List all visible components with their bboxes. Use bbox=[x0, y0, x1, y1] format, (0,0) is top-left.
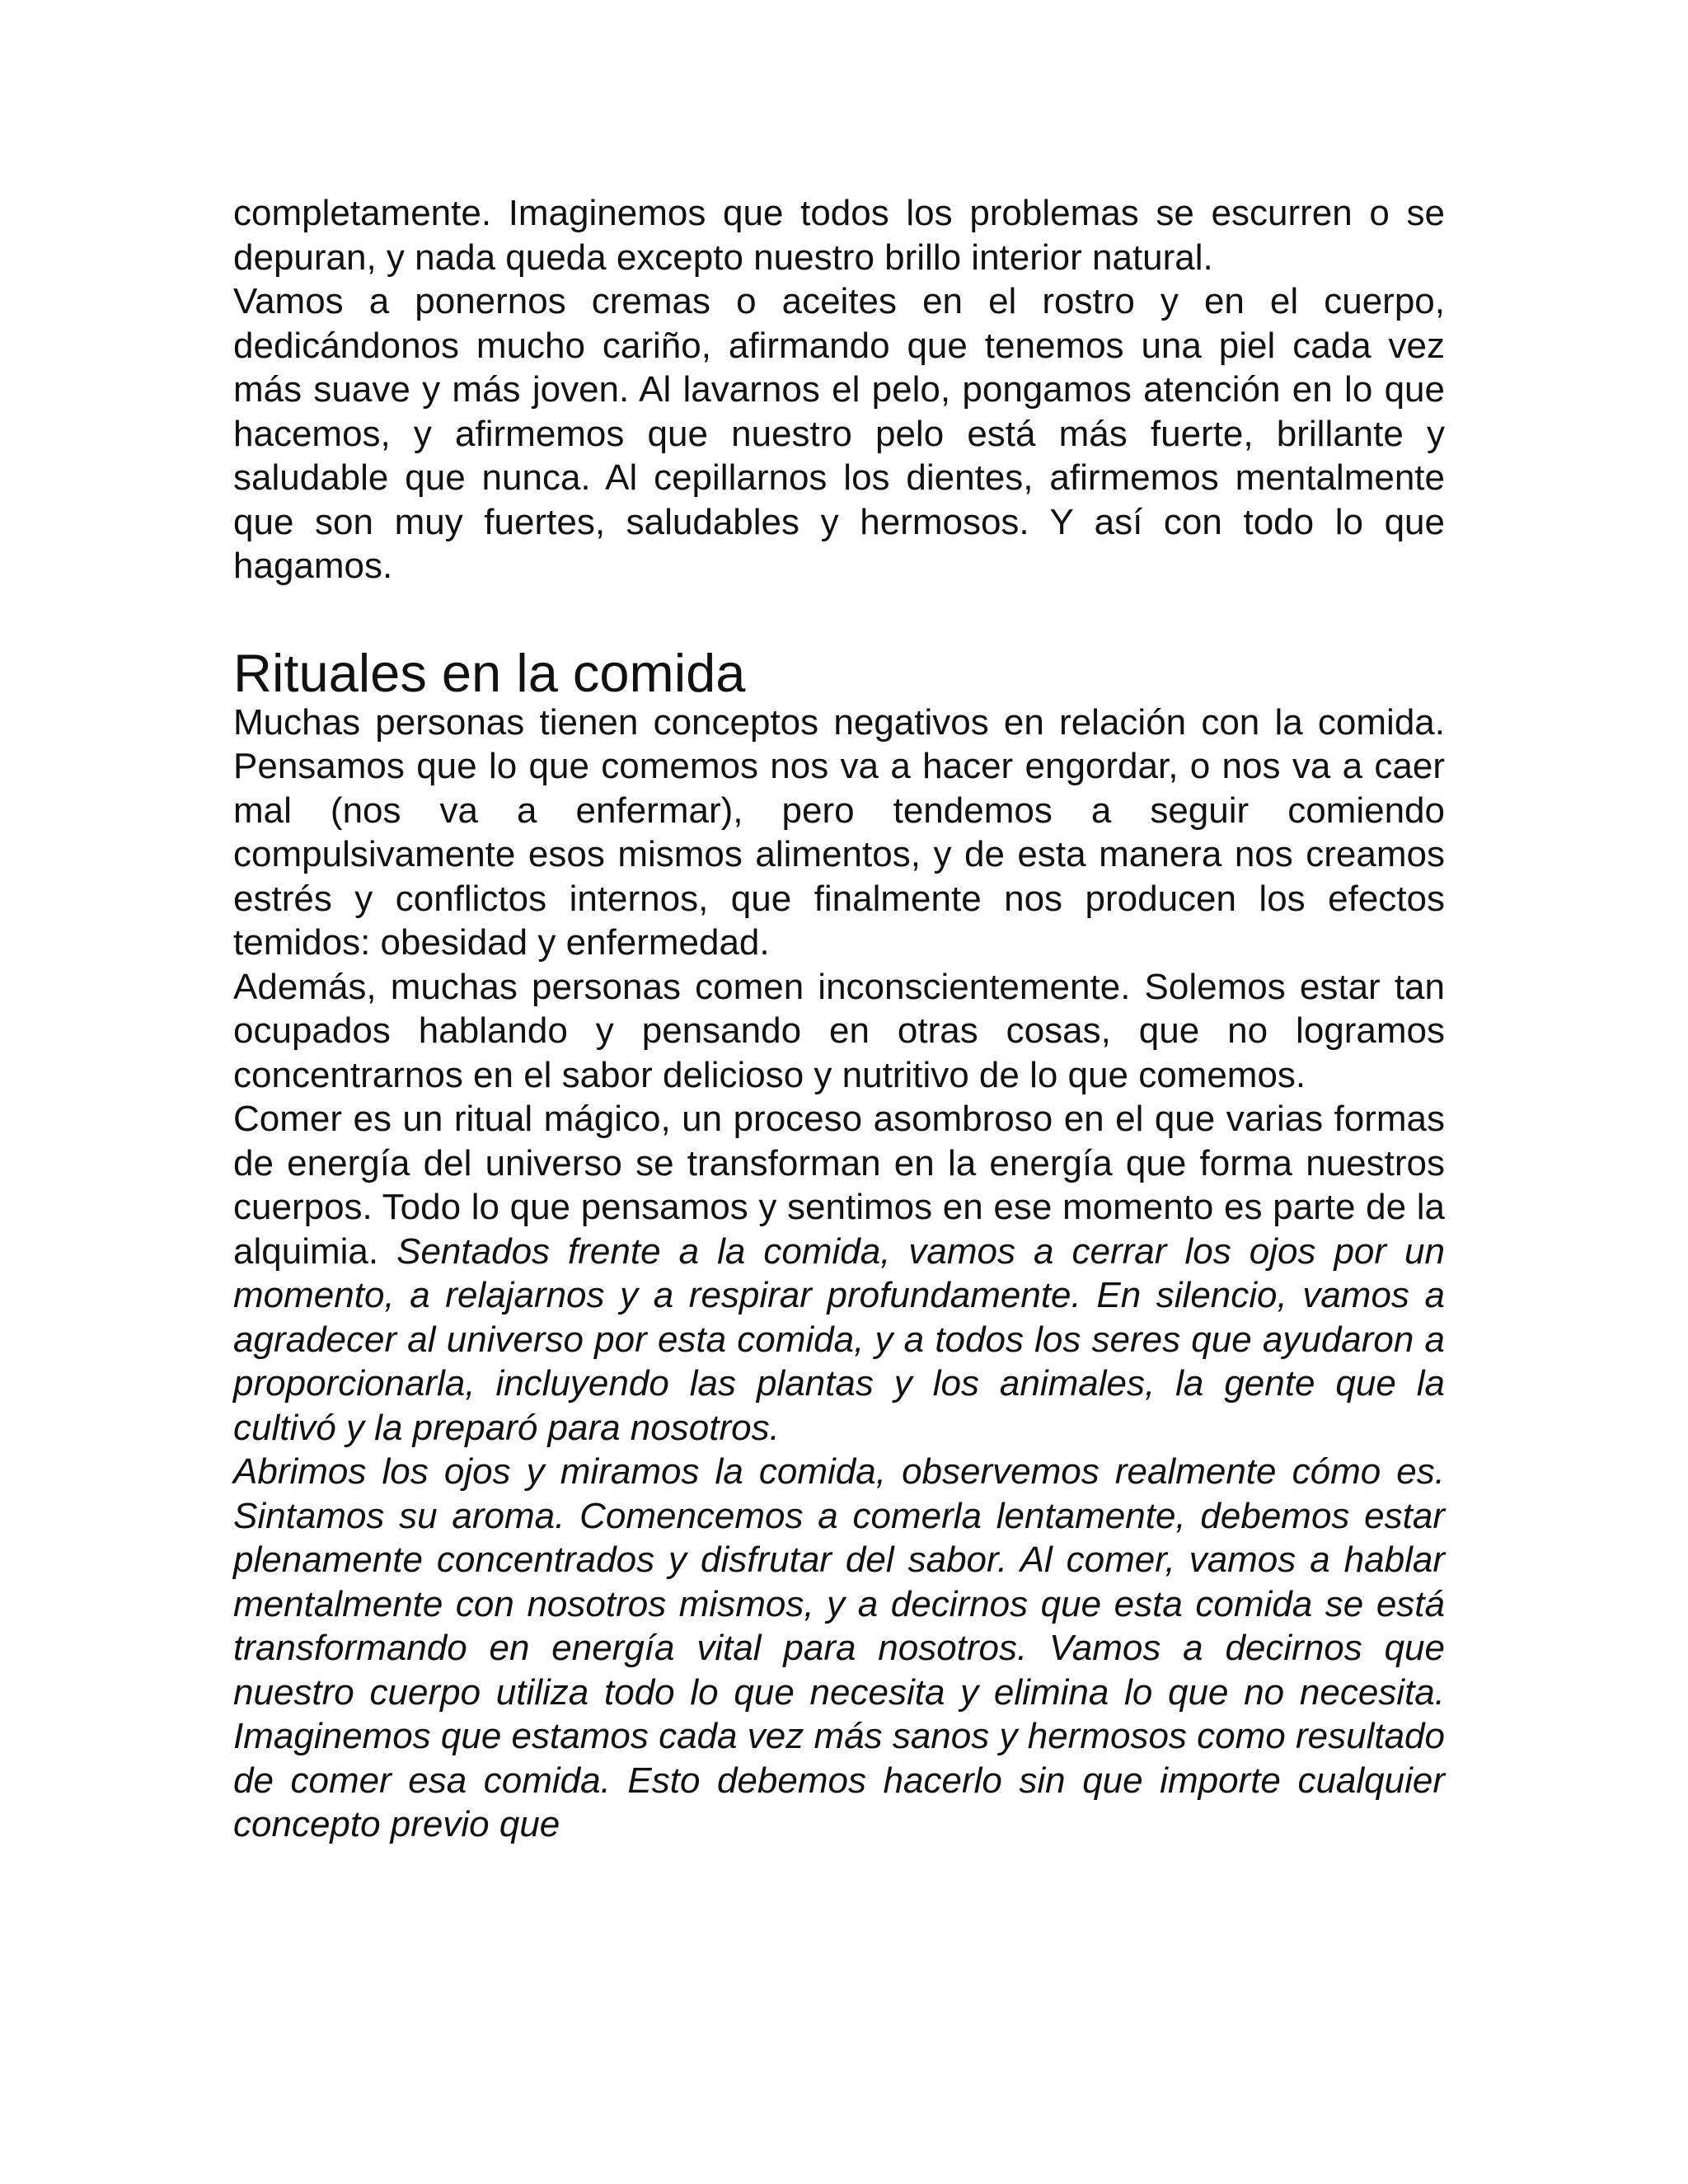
paragraph-section-4: Abrimos los ojos y miramos la comida, observemos realmente cómo es. Sintamos su aroma. Comencemos a comerla lentamente, debemos estar plenamente concentrados y disfrutar del sabor. Al comer, vamos a hablar mentalmente con nosotros mismos, y a decirnos que esta comida se está transformando en energía vital para nosotros. Vamos a decirnos que nuestro cuerpo utiliza todo lo que necesita y elimina lo que no necesita. Imaginemos que estamos cada vez más sanos y hermosos como resultado de comer esa comida. Esto debemos hacerlo sin que importe cualquier concepto previo que bbox=[233, 1451, 1445, 1844]
paragraph-section-3-italic: Sentados frente a la comida, vamos a cerrar los ojos por un momento, a relajarnos y a respirar profundamente. En silencio, vamos a agradecer al universo por esta comida, y a todos los seres que ayudaron a proporcionarla, incluyendo las plantas y los animales, la gente que la cultivó y la preparó para nosotros. bbox=[233, 1230, 1445, 1448]
paragraph-section-1: Muchas personas tienen conceptos negativos en relación con la comida. Pensamos que lo que comemos nos va a hacer engordar, o nos va a caer mal (nos va a enfermar), pero tendemos a seguir comiendo compulsivamente esos mismos alimentos, y de esta manera nos creamos estrés y conflictos internos, que finalmente nos producen los efectos temidos: obesidad y enfermedad. bbox=[233, 701, 1445, 963]
section-heading: Rituales en la comida bbox=[233, 642, 746, 703]
paragraph-intro-1: completamente. Imaginemos que todos los problemas se escurren o se depuran, y nada queda excepto nuestro brillo interior natural. bbox=[233, 193, 1445, 278]
paragraph-section-3 bbox=[233, 1097, 1445, 1450]
body-text bbox=[233, 191, 1445, 1847]
paragraph-section-3-regular: Comer es un ritual mágico, un proceso asombroso en el que varias formas de energía del universo se transforman en la energía que forma nuestros cuerpos. Todo lo que pensamos y sentimos en ese momento es parte de la alquimia. bbox=[233, 1099, 1445, 1272]
paragraph-intro-2: Vamos a ponernos cremas o aceites en el rostro y en el cuerpo, dedicándonos mucho cariño, afirmando que tenemos una piel cada vez más suave y más joven. Al lavarnos el pelo, pongamos atención en lo que hacemos, y afirmemos que nuestro pelo está más fuerte, brillante y saludable que nunca. Al cepillarnos los dientes, afirmemos mentalmente que son muy fuertes, saludables y hermosos. Y así con todo lo que hagamos. bbox=[233, 281, 1445, 586]
paragraph-section-2: Además, muchas personas comen inconscientemente. Solemos estar tan ocupados hablando y pensando en otras cosas, que no logramos concentrarnos en el sabor delicioso y nutritivo de lo que comemos. bbox=[233, 966, 1445, 1095]
